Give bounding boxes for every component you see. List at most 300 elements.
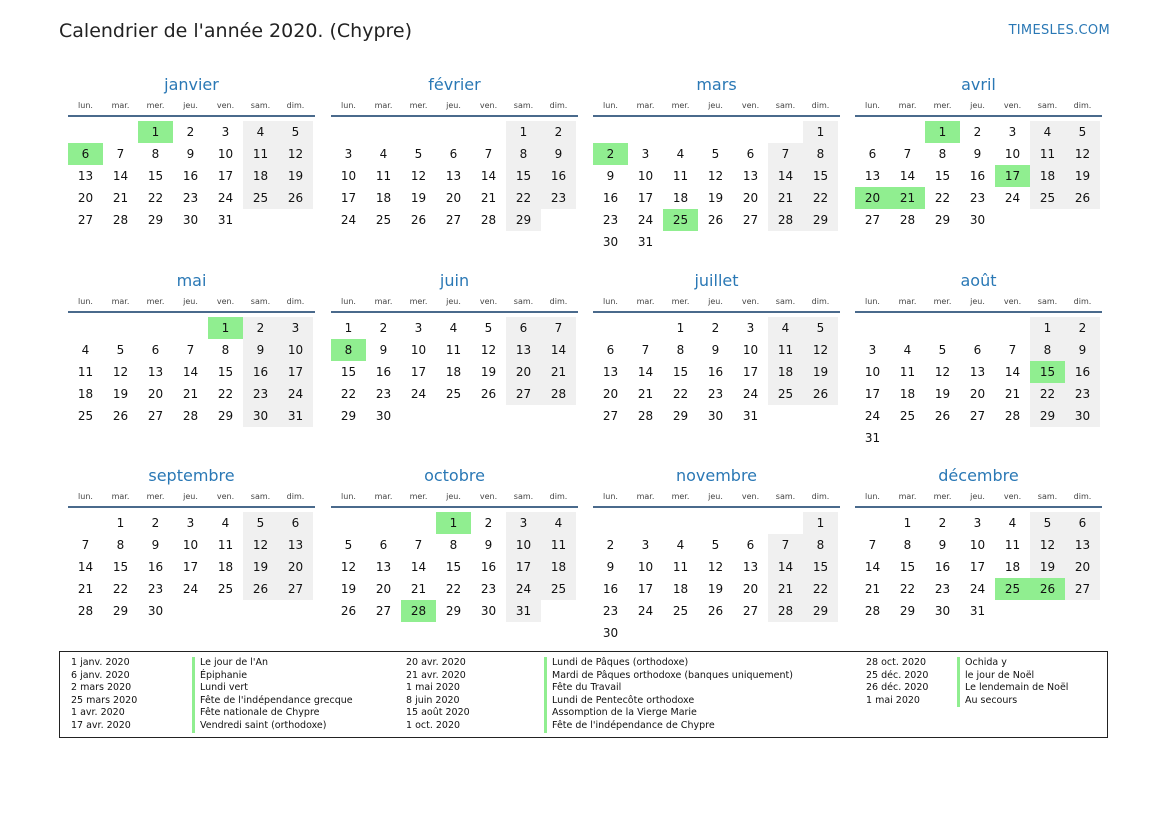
day-cell: 22	[672, 387, 689, 401]
day-cell: 31	[217, 213, 234, 227]
weekday-label: jeu.	[183, 101, 198, 110]
weekday-label: sam.	[250, 492, 271, 501]
day-cell: 30	[243, 405, 278, 427]
weekday-label: jeu.	[970, 492, 985, 501]
day-cell: 13	[864, 169, 881, 183]
day-cell: 1	[344, 321, 353, 335]
day-cell: 8	[676, 343, 685, 357]
weekday-label: mer.	[671, 101, 690, 110]
day-cell: 23	[182, 191, 199, 205]
header-divider	[331, 311, 578, 313]
weekday-label: lun.	[78, 492, 93, 501]
weekday-label: mer.	[146, 492, 165, 501]
weekday-header	[68, 295, 315, 309]
day-cell: 8	[449, 538, 458, 552]
weekday-label: ven.	[216, 297, 235, 306]
weekday-label: sam.	[250, 101, 271, 110]
day-cell: 3	[278, 317, 313, 339]
day-cell: 14	[899, 169, 916, 183]
day-cell: 21	[182, 387, 199, 401]
day-cell: 27	[742, 213, 759, 227]
legend-dates-col3	[866, 657, 928, 707]
holiday-day: 20	[855, 187, 890, 209]
day-cell: 11	[899, 365, 916, 379]
day-cell: 20	[375, 582, 392, 596]
holiday-day: 8	[331, 339, 366, 361]
day-cell: 24	[969, 582, 986, 596]
day-cell: 20	[602, 387, 619, 401]
weekday-header	[855, 99, 1102, 113]
day-cell: 20	[147, 387, 164, 401]
day-cell: 9	[541, 143, 576, 165]
weekday-label: dim.	[811, 297, 830, 306]
day-cell: 24	[637, 604, 654, 618]
day-cell: 2	[541, 121, 576, 143]
day-cell: 17	[217, 169, 234, 183]
day-cell: 3	[973, 516, 982, 530]
day-cell: 23	[541, 187, 576, 209]
weekday-label: dim.	[549, 101, 568, 110]
day-cell: 22	[934, 191, 951, 205]
holiday-day: 1	[436, 512, 471, 534]
day-cell: 10	[217, 147, 234, 161]
day-cell: 8	[506, 143, 541, 165]
month-name: janvier	[164, 75, 219, 94]
weekday-label: jeu.	[183, 492, 198, 501]
legend-dates-col2	[406, 657, 470, 733]
weekday-label: mar.	[111, 101, 130, 110]
day-cell: 17	[410, 365, 427, 379]
weekday-header	[331, 295, 578, 309]
day-cell: 12	[803, 339, 838, 361]
holiday-day: 25	[663, 209, 698, 231]
day-cell: 25	[217, 582, 234, 596]
day-cell: 2	[379, 321, 388, 335]
day-cell: 5	[711, 538, 720, 552]
empty-cell	[698, 512, 733, 534]
weekday-label: lun.	[341, 297, 356, 306]
day-cell: 22	[217, 387, 234, 401]
day-cell: 6	[449, 147, 458, 161]
day-cell: 11	[445, 343, 462, 357]
day-cell: 3	[506, 512, 541, 534]
legend-holiday-name: Au secours	[957, 695, 1068, 708]
day-cell: 19	[1030, 556, 1065, 578]
day-cell: 16	[602, 191, 619, 205]
weekday-label: ven.	[479, 492, 498, 501]
day-cell: 22	[445, 582, 462, 596]
day-cell: 18	[1030, 165, 1065, 187]
day-cell: 20	[278, 556, 313, 578]
day-cell: 29	[1030, 405, 1065, 427]
day-cell: 21	[1004, 387, 1021, 401]
empty-cell	[855, 121, 890, 143]
weekday-label: sam.	[1037, 101, 1058, 110]
day-cell: 7	[414, 538, 423, 552]
month-1	[68, 71, 315, 231]
day-grid	[593, 512, 840, 644]
weekday-label: lun.	[865, 101, 880, 110]
day-cell: 22	[1030, 383, 1065, 405]
day-cell: 16	[969, 169, 986, 183]
day-cell: 14	[410, 560, 427, 574]
day-cell: 25	[672, 604, 689, 618]
day-cell: 23	[707, 387, 724, 401]
day-cell: 3	[186, 516, 195, 530]
day-cell: 17	[969, 560, 986, 574]
empty-cell	[768, 512, 803, 534]
day-cell: 5	[243, 512, 278, 534]
day-cell: 31	[278, 405, 313, 427]
month-5	[68, 267, 315, 427]
day-cell: 18	[541, 556, 576, 578]
weekday-label: sam.	[250, 297, 271, 306]
day-cell: 15	[112, 560, 129, 574]
day-cell: 11	[672, 169, 689, 183]
weekday-label: sam.	[513, 297, 534, 306]
day-cell: 22	[899, 582, 916, 596]
day-cell: 16	[541, 165, 576, 187]
weekday-label: jeu.	[970, 297, 985, 306]
day-cell: 11	[217, 538, 234, 552]
weekday-label: mer.	[409, 492, 428, 501]
day-cell: 19	[243, 556, 278, 578]
weekday-header	[593, 99, 840, 113]
day-cell: 8	[151, 147, 160, 161]
month-name: octobre	[424, 466, 485, 485]
day-cell: 29	[217, 409, 234, 423]
day-cell: 11	[77, 365, 94, 379]
legend-holiday-name: Épiphanie	[192, 670, 353, 683]
day-cell: 29	[147, 213, 164, 227]
month-12	[855, 462, 1102, 622]
weekday-label: mar.	[374, 101, 393, 110]
empty-cell	[593, 317, 628, 339]
holiday-day: 1	[208, 317, 243, 339]
weekday-label: mer.	[409, 101, 428, 110]
day-cell: 21	[112, 191, 129, 205]
day-cell: 18	[672, 191, 689, 205]
empty-cell	[331, 121, 366, 143]
day-cell: 17	[637, 191, 654, 205]
day-cell: 22	[340, 387, 357, 401]
weekday-label: dim.	[811, 492, 830, 501]
day-cell: 9	[484, 538, 493, 552]
day-cell: 10	[637, 169, 654, 183]
weekday-label: dim.	[286, 297, 305, 306]
day-cell: 28	[182, 409, 199, 423]
legend-holiday-name: Le lendemain de Noël	[957, 682, 1068, 695]
legend-holiday-name: Lundi de Pentecôte orthodoxe	[544, 695, 793, 708]
weekday-header	[593, 295, 840, 309]
day-cell: 31	[637, 235, 654, 249]
day-cell: 15	[934, 169, 951, 183]
day-cell: 7	[186, 343, 195, 357]
day-cell: 6	[1065, 512, 1100, 534]
day-cell: 28	[864, 604, 881, 618]
day-cell: 5	[484, 321, 493, 335]
weekday-label: ven.	[479, 101, 498, 110]
holiday-legend	[59, 651, 1108, 738]
day-cell: 17	[742, 365, 759, 379]
day-cell: 25	[445, 387, 462, 401]
day-cell: 16	[375, 365, 392, 379]
day-cell: 28	[768, 209, 803, 231]
legend-date: 1 oct. 2020	[406, 719, 461, 731]
day-cell: 20	[969, 387, 986, 401]
legend-date: 20 avr. 2020	[406, 657, 466, 668]
weekday-header	[855, 490, 1102, 504]
weekday-label: mar.	[636, 101, 655, 110]
day-cell: 5	[938, 343, 947, 357]
empty-cell	[401, 121, 436, 143]
legend-names-col3	[957, 657, 1068, 707]
day-cell: 5	[711, 147, 720, 161]
month-name: novembre	[675, 466, 758, 485]
empty-cell	[628, 512, 663, 534]
day-cell: 10	[410, 343, 427, 357]
day-cell: 13	[1065, 534, 1100, 556]
brand-link[interactable]: TIMESLES.COM	[1008, 23, 1110, 38]
day-cell: 3	[868, 343, 877, 357]
day-cell: 2	[606, 538, 615, 552]
empty-cell	[366, 512, 401, 534]
day-cell: 11	[375, 169, 392, 183]
day-cell: 31	[969, 604, 986, 618]
day-cell: 26	[243, 578, 278, 600]
day-cell: 29	[112, 604, 129, 618]
day-cell: 1	[116, 516, 125, 530]
day-cell: 28	[899, 213, 916, 227]
day-cell: 1	[903, 516, 912, 530]
day-cell: 27	[864, 213, 881, 227]
day-cell: 26	[480, 387, 497, 401]
day-cell: 7	[768, 143, 803, 165]
weekday-header	[855, 295, 1102, 309]
day-cell: 21	[410, 582, 427, 596]
day-cell: 27	[445, 213, 462, 227]
day-grid	[593, 121, 840, 253]
legend-holiday-name: Mardi de Pâques orthodoxe (banques uniquement)	[544, 670, 793, 683]
day-cell: 12	[934, 365, 951, 379]
day-cell: 31	[506, 600, 541, 622]
day-cell: 8	[221, 343, 230, 357]
day-cell: 4	[243, 121, 278, 143]
day-cell: 23	[243, 383, 278, 405]
weekday-label: mer.	[146, 297, 165, 306]
empty-cell	[436, 121, 471, 143]
weekday-label: sam.	[1037, 492, 1058, 501]
day-cell: 9	[711, 343, 720, 357]
day-cell: 1	[803, 121, 838, 143]
weekday-label: mer.	[409, 297, 428, 306]
month-name: avril	[961, 75, 996, 94]
day-cell: 16	[243, 361, 278, 383]
day-cell: 4	[676, 147, 685, 161]
weekday-label: mer.	[933, 101, 952, 110]
weekday-label: mar.	[898, 492, 917, 501]
day-grid	[68, 317, 315, 427]
holiday-day: 28	[401, 600, 436, 622]
day-cell: 8	[803, 143, 838, 165]
day-cell: 6	[379, 538, 388, 552]
holiday-day: 21	[890, 187, 925, 209]
weekday-label: mar.	[898, 297, 917, 306]
day-cell: 9	[186, 147, 195, 161]
day-cell: 2	[711, 321, 720, 335]
day-cell: 30	[480, 604, 497, 618]
day-cell: 1	[676, 321, 685, 335]
day-cell: 12	[243, 534, 278, 556]
legend-date: 1 avr. 2020	[71, 707, 125, 719]
day-cell: 19	[278, 165, 313, 187]
day-cell: 30	[375, 409, 392, 423]
legend-date: 8 juin 2020	[406, 694, 460, 706]
day-cell: 24	[278, 383, 313, 405]
day-cell: 10	[506, 534, 541, 556]
day-cell: 18	[77, 387, 94, 401]
day-cell: 13	[602, 365, 619, 379]
day-cell: 24	[742, 387, 759, 401]
empty-cell	[628, 317, 663, 339]
day-cell: 25	[1030, 187, 1065, 209]
day-cell: 27	[77, 213, 94, 227]
day-cell: 30	[969, 213, 986, 227]
empty-cell	[960, 317, 995, 339]
weekday-label: mer.	[146, 101, 165, 110]
weekday-header	[331, 490, 578, 504]
day-cell: 7	[484, 147, 493, 161]
day-cell: 16	[602, 582, 619, 596]
day-cell: 7	[81, 538, 90, 552]
day-cell: 13	[278, 534, 313, 556]
day-cell: 7	[541, 317, 576, 339]
month-name: septembre	[148, 466, 235, 485]
day-cell: 15	[340, 365, 357, 379]
day-cell: 23	[602, 213, 619, 227]
day-cell: 13	[445, 169, 462, 183]
day-cell: 10	[637, 560, 654, 574]
day-cell: 15	[147, 169, 164, 183]
day-cell: 11	[541, 534, 576, 556]
day-grid	[593, 317, 840, 427]
weekday-label: lun.	[78, 101, 93, 110]
day-cell: 24	[637, 213, 654, 227]
day-cell: 4	[676, 538, 685, 552]
day-cell: 24	[410, 387, 427, 401]
day-cell: 26	[934, 409, 951, 423]
day-cell: 4	[449, 321, 458, 335]
month-10	[331, 462, 578, 622]
header-divider	[855, 115, 1102, 117]
day-cell: 12	[707, 560, 724, 574]
day-cell: 26	[340, 604, 357, 618]
day-cell: 28	[112, 213, 129, 227]
empty-cell	[593, 512, 628, 534]
day-cell: 15	[899, 560, 916, 574]
weekday-label: ven.	[479, 297, 498, 306]
day-cell: 3	[414, 321, 423, 335]
day-cell: 20	[1065, 556, 1100, 578]
day-cell: 20	[742, 191, 759, 205]
holiday-day: 6	[68, 143, 103, 165]
empty-cell	[890, 121, 925, 143]
day-cell: 2	[973, 125, 982, 139]
legend-date: 28 oct. 2020	[866, 657, 927, 668]
day-cell: 9	[379, 343, 388, 357]
holiday-day: 25	[995, 578, 1030, 600]
day-cell: 15	[672, 365, 689, 379]
header-divider	[331, 506, 578, 508]
day-cell: 8	[938, 147, 947, 161]
header-divider	[68, 311, 315, 313]
weekday-label: sam.	[1037, 297, 1058, 306]
day-cell: 2	[484, 516, 493, 530]
day-cell: 4	[768, 317, 803, 339]
day-cell: 28	[480, 213, 497, 227]
legend-holiday-name: Ochida y	[957, 657, 1068, 670]
day-cell: 26	[278, 187, 313, 209]
day-cell: 29	[934, 213, 951, 227]
day-cell: 25	[243, 187, 278, 209]
day-cell: 5	[116, 343, 125, 357]
day-cell: 12	[410, 169, 427, 183]
day-cell: 16	[147, 560, 164, 574]
day-cell: 5	[1030, 512, 1065, 534]
day-cell: 12	[278, 143, 313, 165]
weekday-label: jeu.	[708, 492, 723, 501]
day-cell: 26	[410, 213, 427, 227]
holiday-day: 15	[1030, 361, 1065, 383]
header-divider	[855, 506, 1102, 508]
day-cell: 9	[606, 169, 615, 183]
weekday-header	[68, 490, 315, 504]
day-cell: 14	[864, 560, 881, 574]
legend-date: 21 avr. 2020	[406, 669, 466, 681]
weekday-label: mer.	[933, 297, 952, 306]
day-cell: 4	[379, 147, 388, 161]
day-grid	[331, 512, 578, 622]
legend-date: 2 mars 2020	[71, 682, 132, 694]
day-cell: 14	[480, 169, 497, 183]
day-cell: 17	[637, 582, 654, 596]
month-7	[593, 267, 840, 427]
legend-date: 6 janv. 2020	[71, 669, 130, 681]
day-cell: 11	[1030, 143, 1065, 165]
day-cell: 12	[1065, 143, 1100, 165]
weekday-label: lun.	[603, 297, 618, 306]
month-6	[331, 267, 578, 427]
day-grid	[331, 121, 578, 231]
legend-holiday-name: Vendredi saint (orthodoxe)	[192, 720, 353, 733]
day-grid	[855, 317, 1102, 449]
day-cell: 6	[973, 343, 982, 357]
weekday-label: lun.	[603, 492, 618, 501]
day-cell: 6	[151, 343, 160, 357]
header-divider	[593, 506, 840, 508]
day-cell: 3	[746, 321, 755, 335]
day-cell: 15	[803, 556, 838, 578]
day-cell: 20	[742, 582, 759, 596]
empty-cell	[663, 512, 698, 534]
day-cell: 4	[1008, 516, 1017, 530]
legend-date: 1 janv. 2020	[71, 657, 130, 668]
weekday-label: mar.	[636, 297, 655, 306]
day-cell: 13	[742, 560, 759, 574]
day-grid	[855, 512, 1102, 622]
weekday-label: ven.	[741, 297, 760, 306]
empty-cell	[890, 317, 925, 339]
